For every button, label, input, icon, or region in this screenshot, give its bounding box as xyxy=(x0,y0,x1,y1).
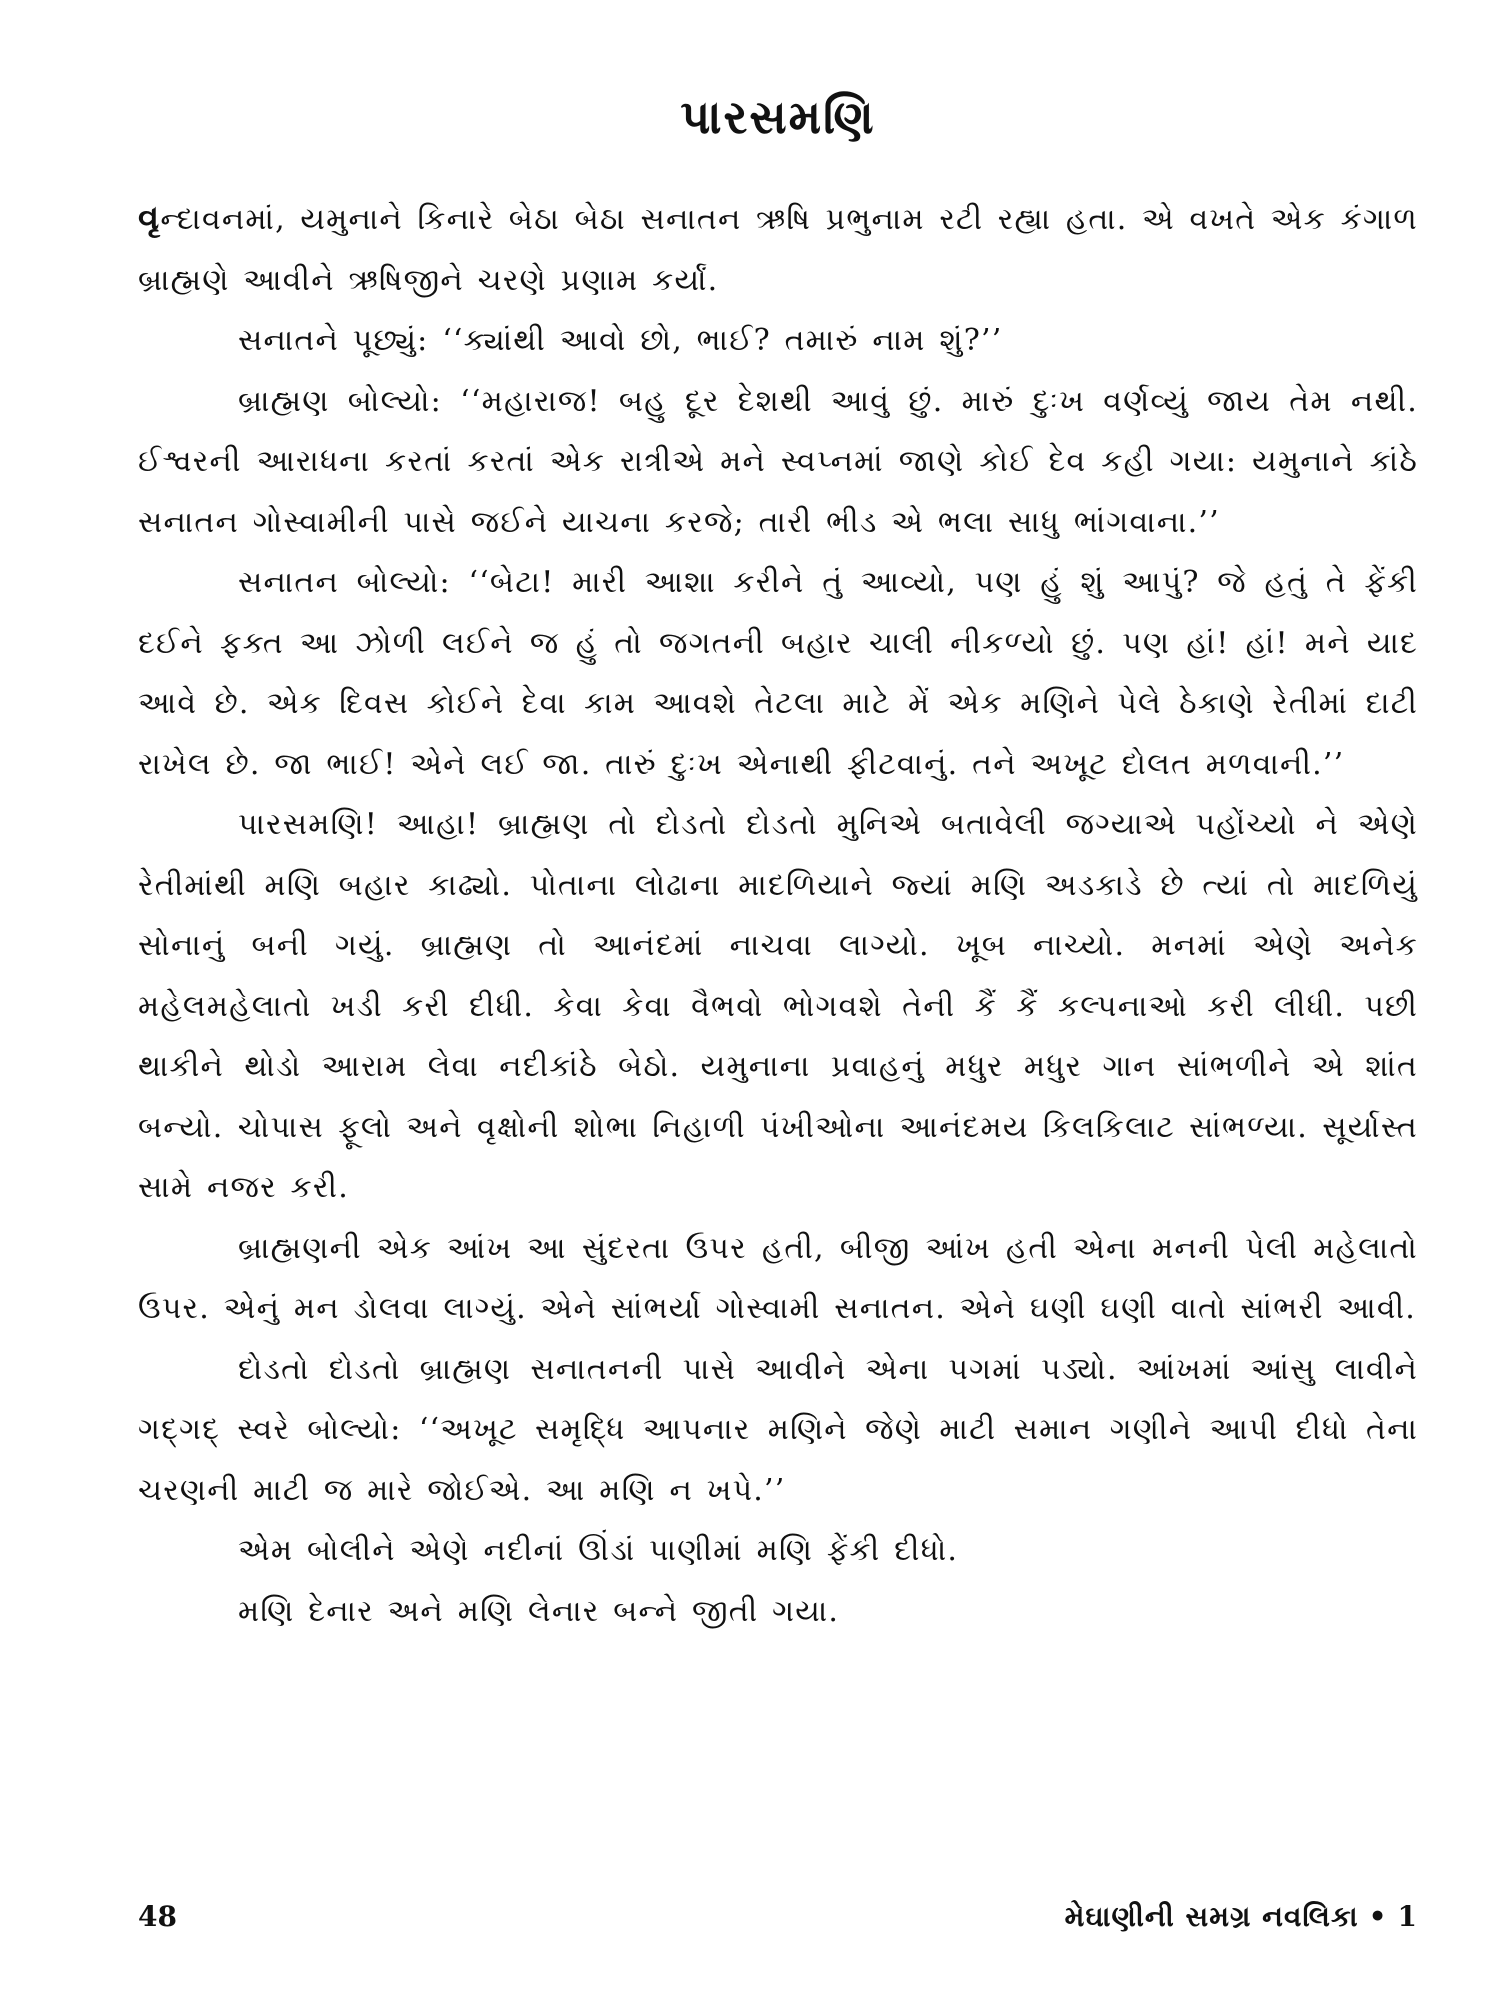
bullet-separator: • xyxy=(1368,1900,1388,1933)
book-page xyxy=(138,70,1418,1950)
paragraph-6: બ્રાહ્મણની એક આંખ આ સુંદરતા ઉપર હતી, બીજી આંખ હતી એના મનની પેલી મહેલાતો ઉપર. એનું મન ડોલવા લાગ્યું. એને સાંભર્યા ગોસ્વામી સનાતન. એને ઘણી ઘણી વાતો સાંભરી આવી. xyxy=(138,1230,1418,1326)
paragraph-1-text: ન્દાવનમાં, યમુનાને કિનારે બેઠા બેઠા સનાતન ઋષિ પ્રભુનામ રટી રહ્યા હતા. એ વખતે એક કંગાળ બ્રાહ્મણે આવીને ઋષિજીને ચરણે પ્રણામ કર્યાં. xyxy=(138,202,1418,298)
paragraph-3: બ્રાહ્મણ બોલ્યો: ‘‘મહારાજ! બહુ દૂર દેશથી આવું છું. મારું દુઃખ વર્ણવ્યું જાય તેમ નથી. ઈશ્વરની આરાધના કરતાં કરતાં એક રાત્રીએ મને સ્વપ્નમાં જાણે કોઈ દેવ કહી ગયા: યમુનાને કાંઠે સનાતન ગોસ્વામીની પાસે જઈને યાચના કરજે; તારી ભીડ એ ભલા સાધુ ભાંગવાના.’’ xyxy=(138,383,1418,540)
paragraph-2: સનાતને પૂછ્યું: ‘‘ક્યાંથી આવો છો, ભાઈ? તમારું નામ શું?’’ xyxy=(238,323,1003,358)
page-footer xyxy=(138,1900,1418,1950)
story-title: પારસમણિ xyxy=(680,90,876,144)
paragraph-4: સનાતન બોલ્યો: ‘‘બેટા! મારી આશા કરીને તું આવ્યો, પણ હું શું આપું? જે હતું તે ફેંકી દઈને ફક્ત આ ઝોળી લઈને જ હું તો જગતની બહાર ચાલી નીકળ્યો છું. પણ હાં! હાં! મને યાદ આવે છે. એક દિવસ કોઈને દેવા કામ આવશે તેટલા માટે મેં એક મણિને પેલે ઠેકાણે રેતીમાં દાટી રાખેલ છે. જા ભાઈ! એને લઈ જા. તારું દુઃખ એનાથી ફીટવાનું. તને અખૂટ દોલત મળવાની.’’ xyxy=(138,565,1418,782)
story-body xyxy=(138,188,1418,1642)
volume-number: 1 xyxy=(1397,1900,1418,1933)
paragraph-9: મણિ દેનાર અને મણિ લેનાર બન્ને જીતી ગયા. xyxy=(238,1593,840,1629)
paragraph-7: દોડતો દોડતો બ્રાહ્મણ સનાતનની પાસે આવીને એના પગમાં પડ્યો. આંખમાં આંસુ લાવીને ગદ્‌ગદ્ સ્વરે બોલ્યો: ‘‘અખૂટ સમૃદ્ધિ આપનાર મણિને જેણે માટી સમાન ગણીને આપી દીધો તેના ચરણની માટી જ મારે જોઈએ. આ મણિ ન ખપે.’’ xyxy=(138,1351,1418,1508)
book-title: મેઘાણીની સમગ્ર નવલિકા xyxy=(1064,1900,1359,1933)
running-footer xyxy=(1065,1900,1418,1934)
page-number: 48 xyxy=(138,1900,177,1933)
paragraph-1 xyxy=(138,188,1418,311)
paragraph-5: પારસમણિ! આહા! બ્રાહ્મણ તો દોડતો દોડતો મુનિએ બતાવેલી જગ્યાએ પહોંચ્યો ને એણે રેતીમાંથી મણિ બહાર કાઢ્યો. પોતાના લોઢાના માદળિયાને જ્યાં મણિ અડકાડે છે ત્યાં તો માદળિયું સોનાનું બની ગયું. બ્રાહ્મણ તો આનંદમાં નાચવા લાગ્યો. ખૂબ નાચ્યો. મનમાં એણે અનેક મહેલમહેલાતો ખડી કરી દીધી. કેવા કેવા વૈભવો ભોગવશે તેની કૈં કૈં કલ્પનાઓ કરી લીધી. પછી થાકીને થોડો આરામ લેવા નદીકાંઠે બેઠો. યમુનાના પ્રવાહનું મધુર મધુર ગાન સાંભળીને એ શાંત બન્યો. ચોપાસ ફૂલો અને વૃક્ષોની શોભા નિહાળી પંખીઓના આનંદમય કિલકિલાટ સાંભળ્યા. સૂર્યાસ્ત સામે નજર કરી. xyxy=(138,807,1418,1205)
paragraph-8: એમ બોલીને એણે નદીનાં ઊંડાં પાણીમાં મણિ ફેંકી દીધો. xyxy=(238,1533,959,1568)
dropcap-letter: વૃ xyxy=(138,198,161,238)
